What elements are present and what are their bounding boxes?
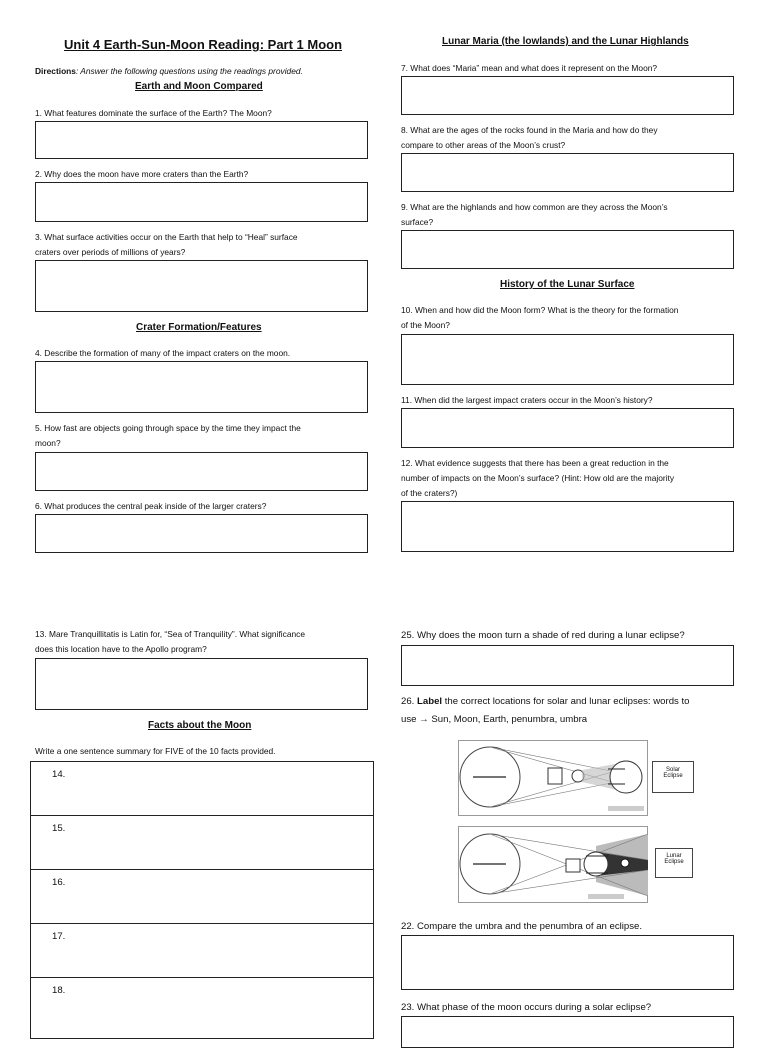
answer-box-7[interactable] [401, 76, 734, 115]
lunar-label-text: Lunar [666, 853, 682, 859]
solar-eclipse-label [652, 761, 694, 793]
fact-row-16[interactable] [30, 870, 374, 924]
facts-instruction: Write a one sentence summary for FIVE of the 10 facts provided. [35, 746, 276, 756]
question-1: 1. What features dominate the surface of the Earth? The Moon? [35, 108, 272, 118]
answer-box-25[interactable] [401, 645, 734, 686]
question-12-line1: 12. What evidence suggests that there has been a great reduction in the [401, 458, 669, 468]
question-2: 2. Why does the moon have more craters than the Earth? [35, 169, 249, 179]
question-3-line2: craters over periods of millions of years? [35, 247, 186, 257]
solar-label-text: Solar [665, 767, 680, 773]
fact-number: 14. [52, 769, 66, 780]
section-history: History of the Lunar Surface [500, 279, 635, 290]
question-10-line2: of the Moon? [401, 320, 450, 330]
answer-box-22[interactable] [401, 935, 734, 990]
solar-label-box[interactable] [548, 768, 562, 784]
question-5-line2: moon? [35, 438, 61, 448]
solar-eclipse-diagram [458, 740, 648, 816]
answer-box-4[interactable] [35, 361, 368, 413]
fact-row-17[interactable] [30, 924, 374, 978]
lunar-eclipse-diagram [458, 826, 650, 904]
page-title: Unit 4 Earth-Sun-Moon Reading: Part 1 Moon [64, 37, 343, 52]
question-12-line2: number of impacts on the Moon’s surface? (Hint: How old are the majority [401, 473, 675, 483]
answer-box-3[interactable] [35, 260, 368, 312]
question-4: 4. Describe the formation of many of the impact craters on the moon. [35, 348, 291, 358]
question-26-line2: use → Sun, Moon, Earth, penumbra, umbra [401, 714, 588, 725]
directions [35, 66, 303, 76]
solar-earth-circle[interactable] [610, 761, 642, 793]
fact-number: 15. [52, 823, 66, 834]
answer-box-9[interactable] [401, 230, 734, 269]
answer-box-11[interactable] [401, 408, 734, 448]
question-26-line1 [401, 693, 690, 710]
answer-box-23[interactable] [401, 1016, 734, 1048]
section-lunar-maria: Lunar Maria (the lowlands) and the Lunar Highlands [442, 36, 689, 47]
question-8-line1: 8. What are the ages of the rocks found in the Maria and how do they [401, 125, 658, 135]
question-23: 23. What phase of the moon occurs during a solar eclipse? [401, 1002, 652, 1013]
fact-number: 18. [52, 985, 66, 996]
question-13-line2: does this location have to the Apollo program? [35, 644, 207, 654]
question-12-line3: of the craters?) [401, 488, 458, 498]
question-3-line1: 3. What surface activities occur on the Earth that help to “Heal” surface [35, 232, 298, 242]
question-26-rest: the correct locations for solar and lunar eclipses: words to [442, 696, 690, 707]
lunar-moon-circle[interactable] [621, 859, 629, 867]
answer-box-1[interactable] [35, 121, 368, 159]
question-25: 25. Why does the moon turn a shade of red during a lunar eclipse? [401, 630, 685, 641]
question-10-line1: 10. When and how did the Moon form? What is the theory for the formation [401, 305, 679, 315]
fact-number: 16. [52, 877, 66, 888]
question-22: 22. Compare the umbra and the penumbra of an eclipse. [401, 921, 643, 932]
solar-credit [608, 806, 644, 811]
directions-text: : Answer the following questions using the readings provided. [75, 66, 303, 76]
question-5-line1: 5. How fast are objects going through space by the time they impact the [35, 423, 301, 433]
answer-box-6[interactable] [35, 514, 368, 553]
answer-box-10[interactable] [401, 334, 734, 385]
fact-number: 17. [52, 931, 66, 942]
lunar-eclipse-label [655, 848, 693, 878]
question-13-line1: 13. Mare Tranquillitatis is Latin for, “Sea of Tranquility”. What significance [35, 629, 305, 639]
question-11: 11. When did the largest impact craters occur in the Moon’s history? [401, 395, 653, 405]
fact-row-15[interactable] [30, 816, 374, 870]
section-crater-formation: Crater Formation/Features [136, 322, 262, 333]
lunar-label-box[interactable] [566, 859, 580, 872]
fact-row-18[interactable] [30, 978, 374, 1039]
question-9-line2: surface? [401, 217, 434, 227]
section-earth-moon-compared: Earth and Moon Compared [135, 81, 263, 92]
lunar-credit [588, 894, 624, 899]
answer-box-8[interactable] [401, 153, 734, 192]
question-7: 7. What does “Maria” mean and what does it represent on the Moon? [401, 63, 658, 73]
answer-box-2[interactable] [35, 182, 368, 222]
section-facts-moon: Facts about the Moon [148, 720, 252, 731]
question-26-number: 26. [401, 696, 418, 707]
fact-row-14[interactable] [30, 762, 374, 816]
question-8-line2: compare to other areas of the Moon’s crust? [401, 140, 566, 150]
lunar-label-text: Eclipse [664, 859, 684, 865]
directions-label: Directions [35, 66, 76, 76]
question-9-line1: 9. What are the highlands and how common are they across the Moon’s [401, 202, 668, 212]
answer-box-13[interactable] [35, 658, 368, 710]
answer-box-12[interactable] [401, 501, 734, 552]
question-26-bold: Label [417, 696, 443, 707]
solar-label-text: Eclipse [663, 773, 683, 779]
answer-box-5[interactable] [35, 452, 368, 491]
question-6: 6. What produces the central peak inside of the larger craters? [35, 501, 267, 511]
